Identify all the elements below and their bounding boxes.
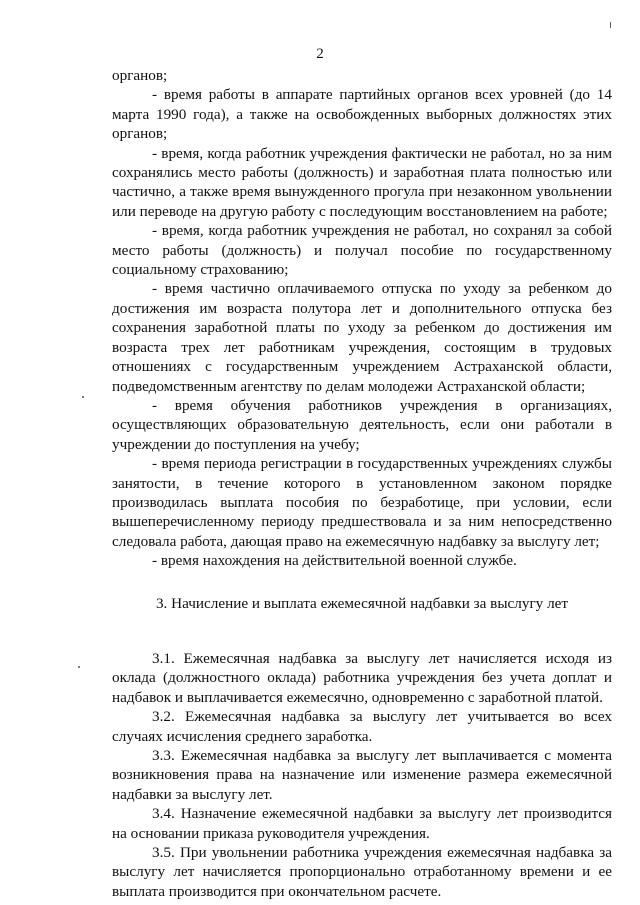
clause-3-5: 3.5. При увольнении работника учреждения ежемесячная надбавка за выслугу лет начисляется пропорционально отработанному времени и ее выплата производится при окончательном расчете. xyxy=(112,844,612,900)
clause-3-1: 3.1. Ежемесячная надбавка за выслугу лет начисляется исходя из оклада (должностного оклада) работника учреждения без учета доплат и надбавок и выплачивается ежемесячно, одновременно с заработной платой. xyxy=(112,649,612,706)
document-body xyxy=(112,66,612,901)
clause-3-4: 3.4. Назначение ежемесячной надбавки за выслугу лет производится на основании приказа руководителя учреждения. xyxy=(112,805,612,842)
section-title: 3. Начисление и выплата ежемесячной надбавки за выслугу лет xyxy=(155,594,569,612)
list-item-childcare-leave: - время частично оплачиваемого отпуска по уходу за ребенком до достижения им возраста полутора лет и дополнительного отпуска без сохранения заработной платы по уходу за ребенком до достижения им возраста трех лет работникам учреждения, состоящим в трудовых отношениях с государственным учреждением Астраханской области, подведомственным агентству по делам молодежи Астраханской области; xyxy=(112,280,612,395)
scan-speck xyxy=(610,22,611,28)
list-item-military-service: - время нахождения на действительной военной службе. xyxy=(152,552,517,570)
list-item-continuation: органов; xyxy=(112,67,168,84)
list-item-party-organs: - время работы в аппарате партийных органов всех уровней (до 14 марта 1990 года), а также на освобожденных выборных должностях этих органов; xyxy=(112,86,612,143)
scan-speck xyxy=(82,396,84,398)
page-number: 2 xyxy=(316,46,324,62)
list-item-unemployment: - время периода регистрации в государственных учреждениях службы занятости, в течение которого в установленном законом порядке производилась выплата пособия по безработице, при условии, если вышеперечисленному периоду предшествовала и за ним непосредственно следовала работа, дающая право на ежемесячную надбавку за выслугу лет; xyxy=(112,455,612,550)
list-item-education: - время обучения работников учреждения в организациях, осуществляющих образовательную деятельность, если они работали в учреждении до поступления на учебу; xyxy=(112,396,612,453)
list-item-social-insurance: - время, когда работник учреждения не работал, но сохранял за собой место работы (должность) и получал пособие по государственному социальному страхованию; xyxy=(112,222,612,279)
clause-3-3: 3.3. Ежемесячная надбавка за выслугу лет выплачивается с момента возникновения права на назначение или изменение размера ежемесячной надбавки за выслугу лет. xyxy=(112,747,612,803)
clause-3-2: 3.2. Ежемесячная надбавка за выслугу лет учитывается во всех случаях исчисления среднего заработка. xyxy=(112,708,612,745)
list-item-retained-position: - время, когда работник учреждения фактически не работал, но за ним сохранялись место работы (должность) и заработная плата полностью или частично, а также время вынужденного прогула при незаконном увольнении или переводе на другую работу с последующим восстановлением на работе; xyxy=(112,144,612,220)
scan-speck xyxy=(78,666,80,668)
